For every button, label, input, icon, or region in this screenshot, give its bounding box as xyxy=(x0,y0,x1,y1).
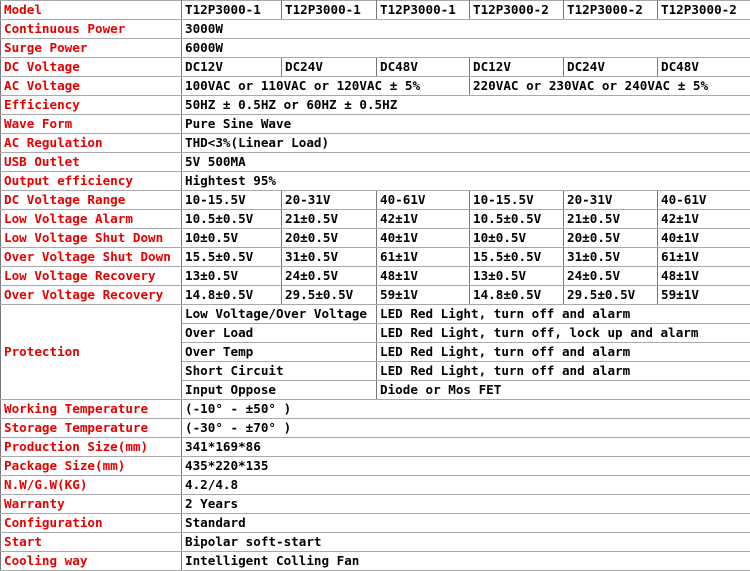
row-label: Model xyxy=(1,1,182,20)
cell-value: 10±0.5V xyxy=(182,229,282,248)
protection-behavior: LED Red Light, turn off and alarm xyxy=(377,362,750,381)
row-model xyxy=(1,1,750,20)
row-label: Continuous Power xyxy=(1,20,182,39)
cell-value: 40±1V xyxy=(377,229,470,248)
row-low-voltage-recovery xyxy=(1,267,750,286)
row-label: Cooling way xyxy=(1,552,182,571)
row-output-efficiency xyxy=(1,172,750,191)
cell-value: 14.8±0.5V xyxy=(182,286,282,305)
cell-value: 220VAC or 230VAC or 240VAC ± 5% xyxy=(470,77,750,96)
cell-value: 14.8±0.5V xyxy=(470,286,564,305)
cell-value: DC48V xyxy=(658,58,750,77)
model-cell: T12P3000-2 xyxy=(658,1,750,20)
row-continuous-power xyxy=(1,20,750,39)
cell-value: 100VAC or 110VAC or 120VAC ± 5% xyxy=(182,77,470,96)
cell-value: Pure Sine Wave xyxy=(182,115,750,134)
cell-value: 3000W xyxy=(182,20,750,39)
cell-value: 40-61V xyxy=(658,191,750,210)
cell-value: 6000W xyxy=(182,39,750,58)
row-cooling-way xyxy=(1,552,750,571)
row-over-voltage-shut-down xyxy=(1,248,750,267)
cell-value: 59±1V xyxy=(377,286,470,305)
row-label: Surge Power xyxy=(1,39,182,58)
cell-value: 42±1V xyxy=(377,210,470,229)
row-label: AC Regulation xyxy=(1,134,182,153)
row-label: Start xyxy=(1,533,182,552)
cell-value: 341*169*86 xyxy=(182,438,750,457)
cell-value: (-30° - ±70° ) xyxy=(182,419,750,438)
row-label: Low Voltage Shut Down xyxy=(1,229,182,248)
cell-value: Standard xyxy=(182,514,750,533)
cell-value: 42±1V xyxy=(658,210,750,229)
row-over-voltage-recovery xyxy=(1,286,750,305)
row-label: DC Voltage xyxy=(1,58,182,77)
protection-type: Short Circuit xyxy=(182,362,377,381)
row-label: Over Voltage Recovery xyxy=(1,286,182,305)
row-start xyxy=(1,533,750,552)
row-ac-voltage xyxy=(1,77,750,96)
cell-value: 10.5±0.5V xyxy=(182,210,282,229)
cell-value: 40±1V xyxy=(658,229,750,248)
protection-behavior: LED Red Light, turn off and alarm xyxy=(377,343,750,362)
model-cell: T12P3000-2 xyxy=(564,1,658,20)
cell-value: DC24V xyxy=(282,58,377,77)
cell-value: 5V 500MA xyxy=(182,153,750,172)
row-label: Production Size(mm) xyxy=(1,438,182,457)
cell-value: 20-31V xyxy=(564,191,658,210)
protection-type: Input Oppose xyxy=(182,381,377,400)
cell-value: (-10° - ±50° ) xyxy=(182,400,750,419)
row-label: Package Size(mm) xyxy=(1,457,182,476)
cell-value: 435*220*135 xyxy=(182,457,750,476)
cell-value: THD<3%(Linear Load) xyxy=(182,134,750,153)
cell-value: 48±1V xyxy=(658,267,750,286)
row-label: Warranty xyxy=(1,495,182,514)
row-surge-power xyxy=(1,39,750,58)
model-cell: T12P3000-1 xyxy=(182,1,282,20)
row-label: Configuration xyxy=(1,514,182,533)
row-label: Protection xyxy=(1,305,182,400)
row-label: Storage Temperature xyxy=(1,419,182,438)
row-production-size xyxy=(1,438,750,457)
row-label: Over Voltage Shut Down xyxy=(1,248,182,267)
model-cell: T12P3000-1 xyxy=(282,1,377,20)
cell-value: Intelligent Colling Fan xyxy=(182,552,750,571)
row-label: Working Temperature xyxy=(1,400,182,419)
cell-value: 20-31V xyxy=(282,191,377,210)
cell-value: 21±0.5V xyxy=(564,210,658,229)
cell-value: 13±0.5V xyxy=(470,267,564,286)
cell-value: 31±0.5V xyxy=(282,248,377,267)
cell-value: 59±1V xyxy=(658,286,750,305)
protection-type: Low Voltage/Over Voltage xyxy=(182,305,377,324)
cell-value: 10±0.5V xyxy=(470,229,564,248)
row-label: Efficiency xyxy=(1,96,182,115)
protection-type: Over Temp xyxy=(182,343,377,362)
cell-value: 61±1V xyxy=(377,248,470,267)
protection-type: Over Load xyxy=(182,324,377,343)
row-ac-regulation xyxy=(1,134,750,153)
cell-value: 10-15.5V xyxy=(470,191,564,210)
row-storage-temperature xyxy=(1,419,750,438)
cell-value: 10-15.5V xyxy=(182,191,282,210)
row-protection xyxy=(1,305,750,324)
row-label: DC Voltage Range xyxy=(1,191,182,210)
cell-value: 29.5±0.5V xyxy=(282,286,377,305)
row-label: Output efficiency xyxy=(1,172,182,191)
cell-value: 50HZ ± 0.5HZ or 60HZ ± 0.5HZ xyxy=(182,96,750,115)
cell-value: Hightest 95% xyxy=(182,172,750,191)
row-label: USB Outlet xyxy=(1,153,182,172)
cell-value: 2 Years xyxy=(182,495,750,514)
cell-value: Bipolar soft-start xyxy=(182,533,750,552)
cell-value: DC12V xyxy=(470,58,564,77)
cell-value: 21±0.5V xyxy=(282,210,377,229)
row-efficiency xyxy=(1,96,750,115)
row-label: AC Voltage xyxy=(1,77,182,96)
cell-value: 20±0.5V xyxy=(282,229,377,248)
row-usb-outlet xyxy=(1,153,750,172)
row-weight xyxy=(1,476,750,495)
cell-value: 15.5±0.5V xyxy=(470,248,564,267)
cell-value: DC24V xyxy=(564,58,658,77)
protection-behavior: LED Red Light, turn off and alarm xyxy=(377,305,750,324)
row-dc-voltage xyxy=(1,58,750,77)
row-label: Low Voltage Recovery xyxy=(1,267,182,286)
cell-value: 24±0.5V xyxy=(282,267,377,286)
row-label: N.W/G.W(KG) xyxy=(1,476,182,495)
cell-value: 31±0.5V xyxy=(564,248,658,267)
row-warranty xyxy=(1,495,750,514)
cell-value: 15.5±0.5V xyxy=(182,248,282,267)
cell-value: 13±0.5V xyxy=(182,267,282,286)
model-cell: T12P3000-1 xyxy=(377,1,470,20)
cell-value: 48±1V xyxy=(377,267,470,286)
protection-behavior: LED Red Light, turn off, lock up and alarm xyxy=(377,324,750,343)
row-label: Wave Form xyxy=(1,115,182,134)
cell-value: 20±0.5V xyxy=(564,229,658,248)
row-low-voltage-shut-down xyxy=(1,229,750,248)
row-configuration xyxy=(1,514,750,533)
cell-value: DC12V xyxy=(182,58,282,77)
row-dc-voltage-range xyxy=(1,191,750,210)
row-low-voltage-alarm xyxy=(1,210,750,229)
cell-value: 40-61V xyxy=(377,191,470,210)
cell-value: 29.5±0.5V xyxy=(564,286,658,305)
cell-value: 4.2/4.8 xyxy=(182,476,750,495)
row-label: Low Voltage Alarm xyxy=(1,210,182,229)
cell-value: 61±1V xyxy=(658,248,750,267)
protection-behavior: Diode or Mos FET xyxy=(377,381,750,400)
cell-value: 10.5±0.5V xyxy=(470,210,564,229)
cell-value: DC48V xyxy=(377,58,470,77)
cell-value: 24±0.5V xyxy=(564,267,658,286)
model-cell: T12P3000-2 xyxy=(470,1,564,20)
row-working-temperature xyxy=(1,400,750,419)
row-wave-form xyxy=(1,115,750,134)
row-package-size xyxy=(1,457,750,476)
